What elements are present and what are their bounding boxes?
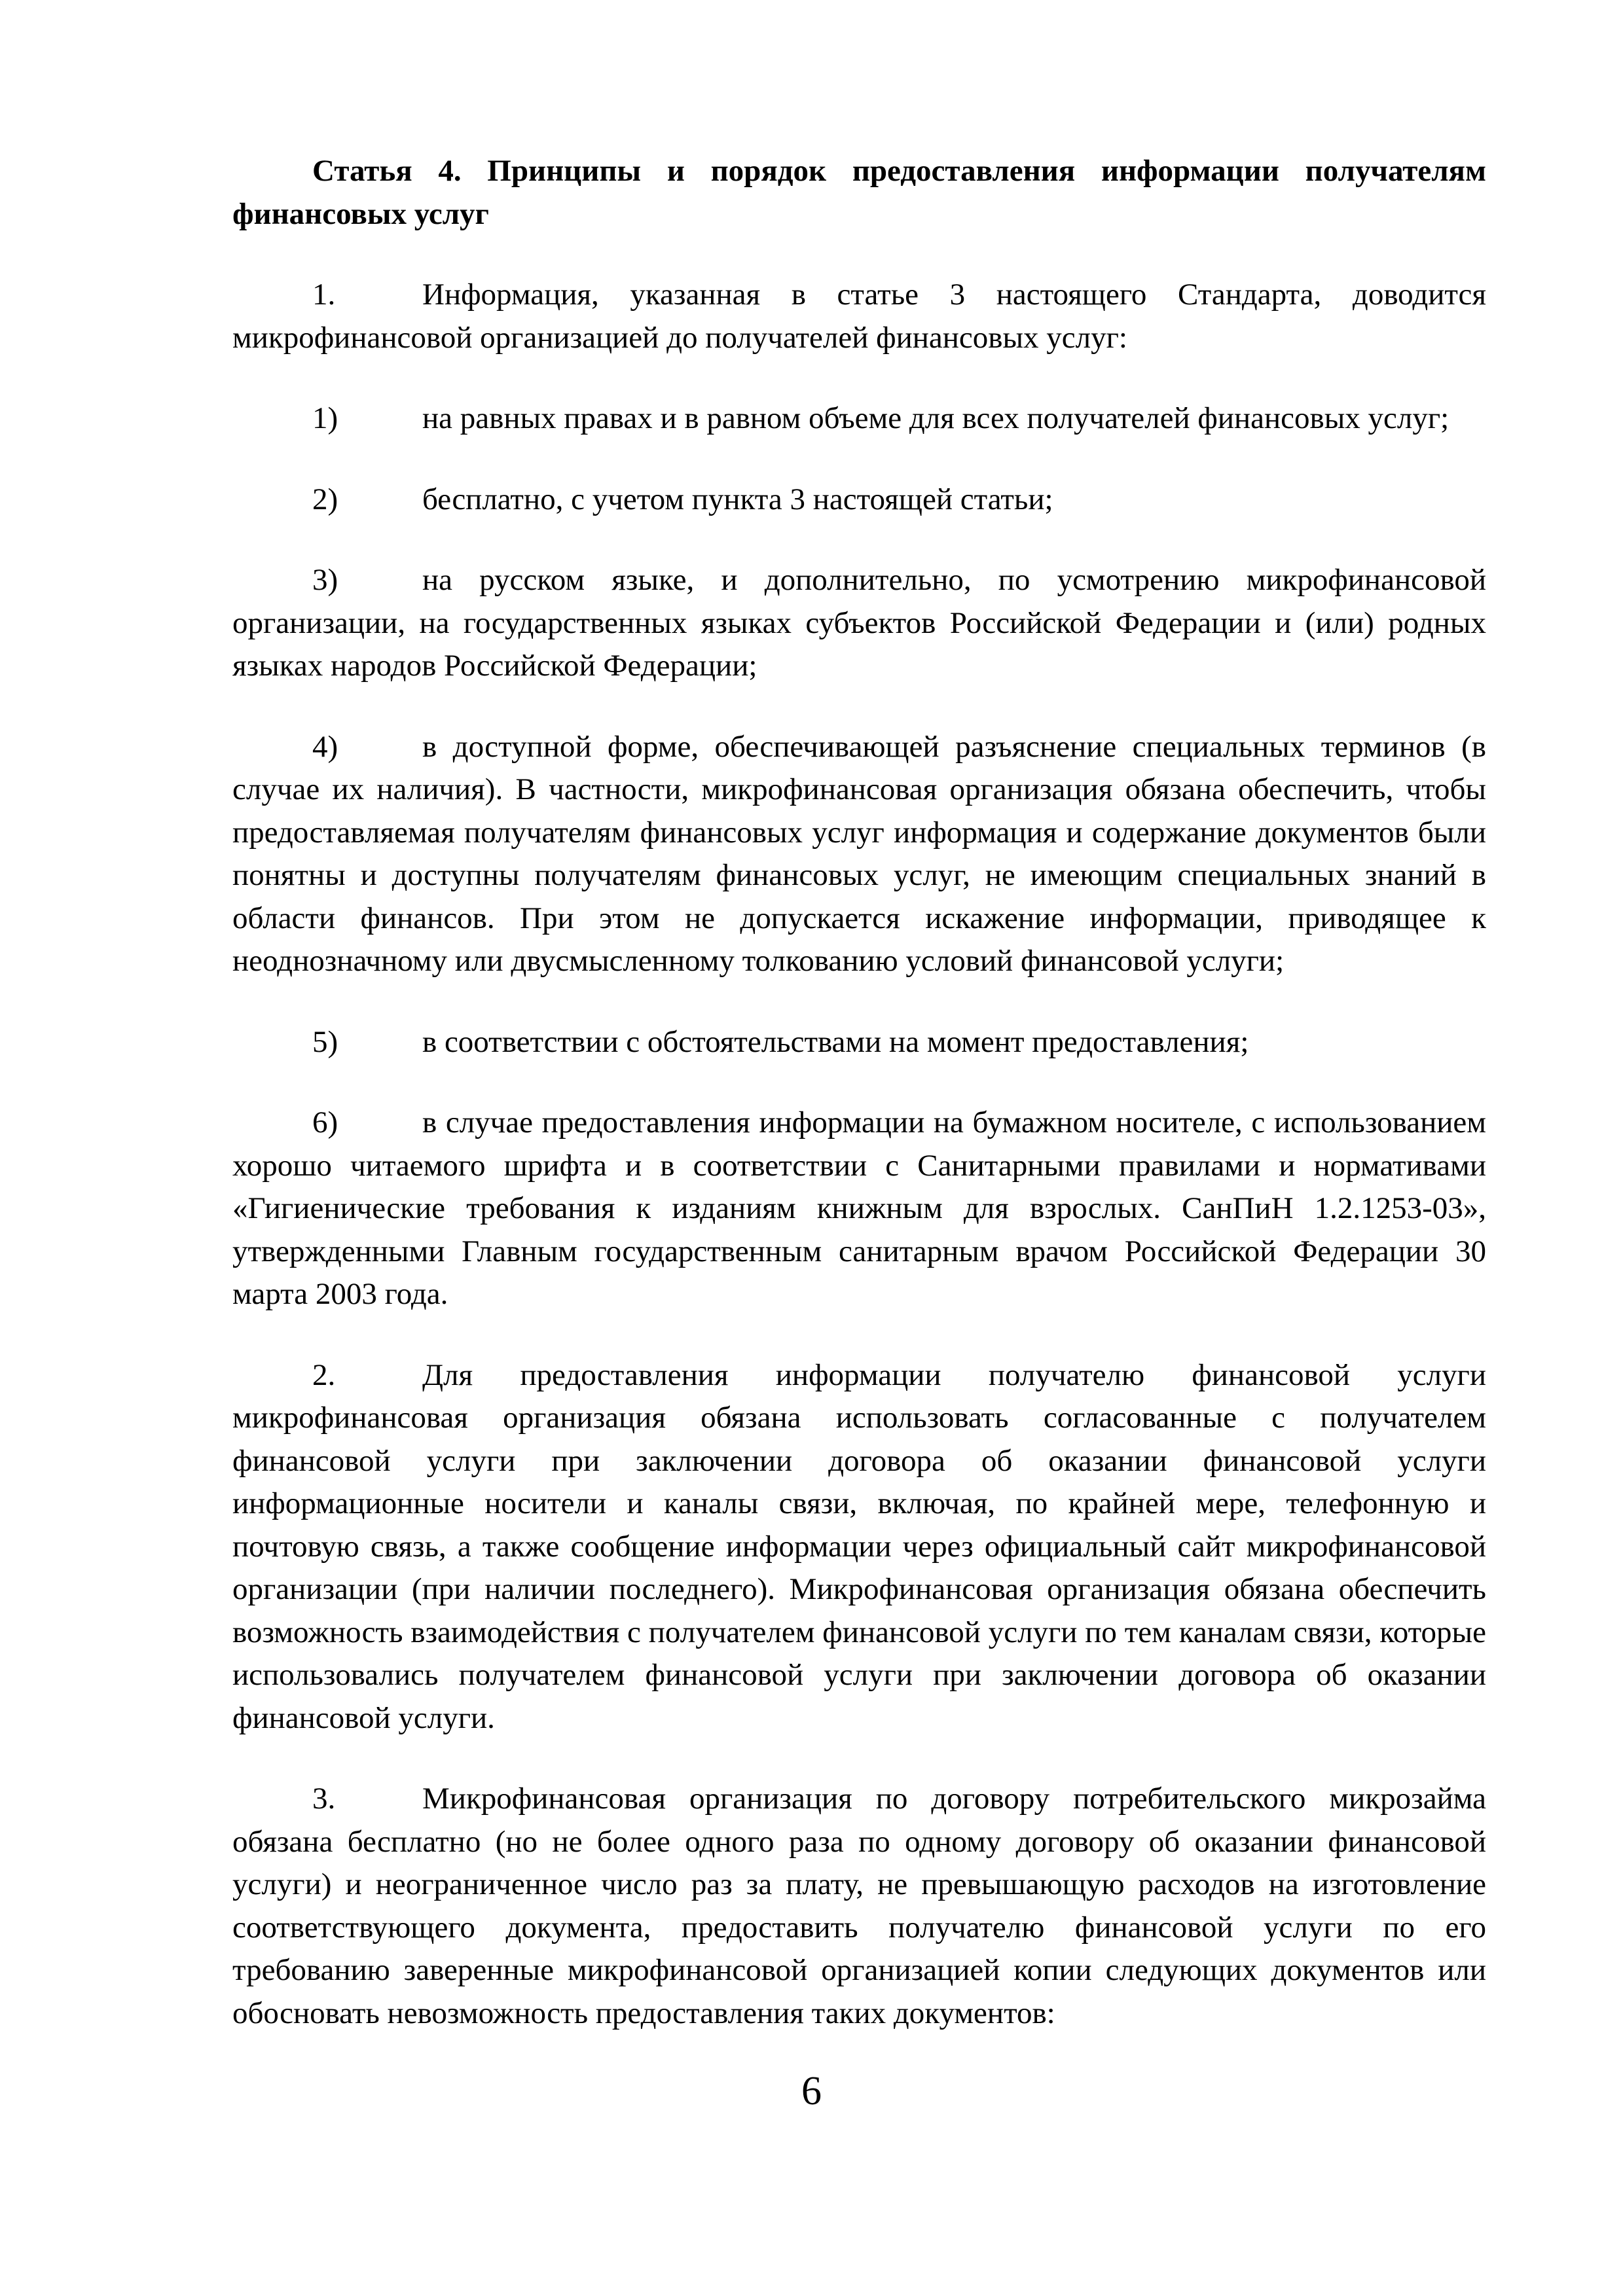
paragraph-number: 1.	[312, 278, 336, 312]
paragraph-item	[232, 397, 1486, 440]
paragraph-item	[232, 1778, 1486, 2035]
paragraph-item	[232, 726, 1486, 983]
paragraph-item	[232, 559, 1486, 688]
document-body	[232, 149, 1486, 2073]
paragraph-text: в доступной форме, обеспечивающей разъяснение специальных терминов (в случае их наличия). В частности, микрофинансовая организация обязана обеспечить, чтобы предоставляемая получателям финансовых услуг информация и содержание документов были понятны и доступны получателям финансовых услуг, не имеющим специальных знаний в области финансов. При этом не допускается искажение информации, приводящее к неоднозначному или двусмысленному толкованию условий финансовой услуги;	[232, 729, 1486, 978]
paragraph-text: в случае предоставления информации на бумажном носителе, с использованием хорошо читаемого шрифта и в соответствии с Санитарными правилами и нормативами «Гигиенические требования к изданиям книжным для взрослых. СанПиН 1.2.1253-03», утвержденными Главным государственным санитарным врачом Российской Федерации 30 марта 2003 года.	[232, 1105, 1486, 1311]
paragraph-text: в соответствии с обстоятельствами на момент предоставления;	[422, 1024, 1249, 1059]
paragraph-item	[232, 1021, 1486, 1064]
article-title: Статья 4. Принципы и порядок предоставления информации получателям финансовых услуг	[232, 154, 1486, 231]
paragraph-number: 1)	[312, 401, 338, 435]
paragraph-item	[232, 478, 1486, 522]
paragraph-text: на равных правах и в равном объеме для всех получателей финансовых услуг;	[422, 401, 1450, 435]
paragraph-number: 5)	[312, 1024, 338, 1059]
paragraph-item	[232, 1354, 1486, 1740]
paragraph-text: Для предоставления информации получателю финансовой услуги микрофинансовая организация обязана использовать согласованные с получателем финансовой услуги при заключении договора об оказании финансовой услуги информационные носители и каналы связи, включая, по крайней мере, телефонную и почтовую связь, а также сообщение информации через официальный сайт микрофинансовой организации (при наличии последнего). Микрофинансовая организация обязана обеспечить возможность взаимодействия с получателем финансовой услуги по тем каналам связи, которые использовались получателем финансовой услуги при заключении договора об оказании финансовой услуги.	[232, 1357, 1486, 1735]
paragraph-text: на русском языке, и дополнительно, по усмотрению микрофинансовой организации, на государственных языках субъектов Российской Федерации и (или) родных языках народов Российской Федерации;	[232, 563, 1486, 683]
paragraph-item	[232, 274, 1486, 359]
paragraph-text: Информация, указанная в статье 3 настоящего Стандарта, доводится микрофинансовой организацией до получателей финансовых услуг:	[232, 278, 1486, 355]
paragraph-number: 2.	[312, 1357, 336, 1392]
paragraph-number: 6)	[312, 1105, 338, 1139]
page-number: 6	[801, 2069, 822, 2113]
paragraph-number: 2)	[312, 482, 338, 516]
paragraph-number: 4)	[312, 729, 338, 764]
paragraph-text: бесплатно, с учетом пункта 3 настоящей статьи;	[422, 482, 1053, 516]
paragraph-item	[232, 1102, 1486, 1316]
paragraph-number: 3)	[312, 563, 338, 597]
paragraph-number: 3.	[312, 1782, 336, 1816]
paragraph-text: Микрофинансовая организация по договору потребительского микрозайма обязана бесплатно (но не более одного раза по одному договору об оказании финансовой услуги) и неограниченное число раз за плату, не превышающую расходов на изготовление соответствующего документа, предоставить получателю финансовой услуги по его требованию заверенные микрофинансовой организацией копии следующих документов или обосновать невозможность предоставления таких документов:	[232, 1782, 1486, 2030]
